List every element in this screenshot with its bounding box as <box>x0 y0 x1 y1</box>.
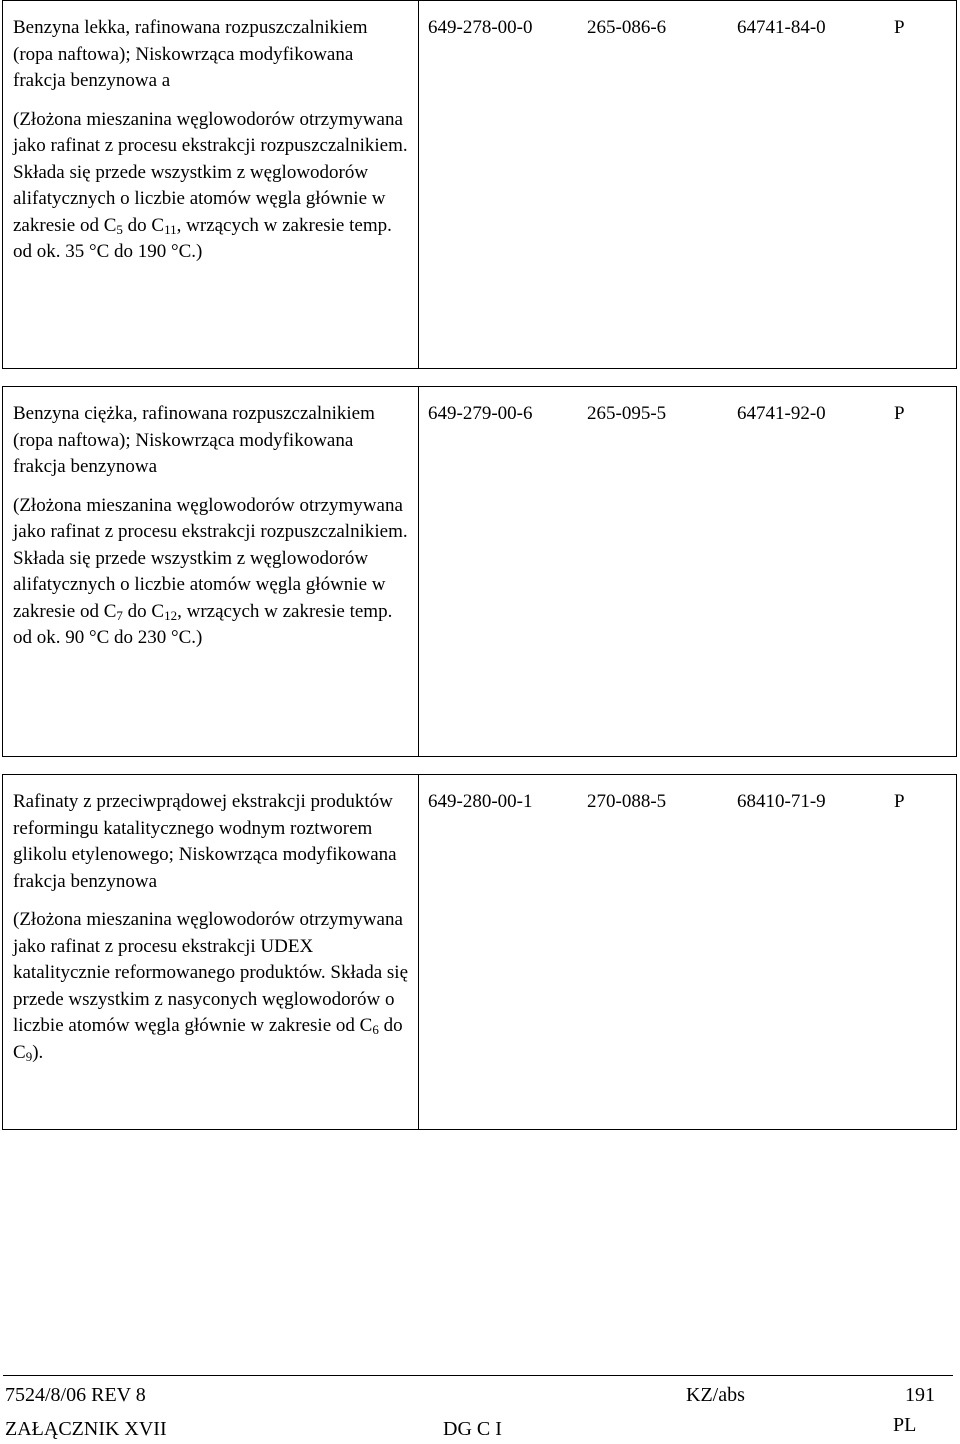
composition-text: (Złożona mieszanina węglowodorów otrzymywana jako rafinat z procesu ekstrakcji rozpuszczalnikiem. Składa się przede wszystkim z węglowodorów alifatycznych o liczbie atomów węgla głównie w zakresie od C <box>13 108 408 236</box>
substance-description-cell <box>3 1 419 369</box>
composition-text: do C <box>13 1015 403 1063</box>
substance-name: Rafinaty z przeciwprądowej ekstrakcji produktów reformingu katalitycznego wodnym roztworem glikolu etylenowego; Niskowrząca modyfikowana frakcja benzynowa <box>13 791 397 892</box>
carbon-subscript-max: 11 <box>164 221 177 237</box>
carbon-subscript-max: 12 <box>164 607 178 623</box>
composition-text: do C <box>122 214 165 236</box>
cas-number: 64741-92-0 <box>737 403 826 424</box>
carbon-subscript-min: 6 <box>372 1022 379 1037</box>
composition-text: , wrzących w zakresie temp. od ok. 35 °C do 190 °C.) <box>13 214 392 262</box>
composition-text: ). <box>32 1041 44 1063</box>
substance-composition-note <box>13 493 408 652</box>
identifiers-cell <box>419 775 957 1130</box>
ec-number: 265-095-5 <box>587 403 667 424</box>
substance-composition-note <box>13 107 408 266</box>
index-number: 649-280-00-1 <box>428 791 533 812</box>
index-number: 649-278-00-0 <box>428 17 533 38</box>
carbon-subscript-min: 7 <box>116 607 123 623</box>
substance-composition-note <box>13 907 408 1066</box>
language-code: PL <box>893 1414 917 1436</box>
directorate-label: DG C I <box>443 1418 502 1440</box>
identifiers-cell <box>419 1 957 369</box>
note-code: P <box>894 403 905 424</box>
identifiers-cell <box>419 387 957 757</box>
composition-text: , wrzących w zakresie temp. od ok. 90 °C do 230 °C.) <box>13 600 393 648</box>
composition-text: (Złożona mieszanina węglowodorów otrzymywana jako rafinat z procesu ekstrakcji rozpuszczalnikiem. Składa się przede wszystkim z węglowodorów alifatycznych o liczbie atomów węgla głównie w zakresie od C <box>13 494 408 622</box>
cas-number: 64741-84-0 <box>737 17 826 38</box>
carbon-subscript-max: 9 <box>25 1048 33 1064</box>
page-footer <box>0 1375 960 1444</box>
page-number: 191 <box>905 1384 935 1406</box>
substance-row <box>2 0 957 369</box>
note-code: P <box>894 17 905 38</box>
composition-text: (Złożona mieszanina węglowodorów otrzymywana jako rafinat z procesu ekstrakcji UDEX katalitycznie reformowanego produktów. Składa się przede wszystkim z nasyconych węglowodorów o liczbie atomów węgla głównie w zakresie od C <box>13 909 409 1036</box>
ec-number: 270-088-5 <box>587 791 667 812</box>
footer-divider <box>3 1375 953 1376</box>
substance-description-cell <box>3 775 419 1130</box>
substance-row <box>2 386 957 757</box>
composition-text: do C <box>122 600 165 622</box>
document-reference: 7524/8/06 REV 8 <box>5 1384 146 1406</box>
annex-label: ZAŁĄCZNIK XVII <box>5 1418 167 1440</box>
ec-number: 265-086-6 <box>587 17 667 38</box>
substance-name: Benzyna ciężka, rafinowana rozpuszczalnikiem (ropa naftowa); Niskowrząca modyfikowana frakcja benzynowa <box>13 403 375 477</box>
note-code: P <box>894 791 905 812</box>
substance-description-cell <box>3 387 419 757</box>
substance-name: Benzyna lekka, rafinowana rozpuszczalnikiem (ropa naftowa); Niskowrząca modyfikowana frakcja benzynowa a <box>13 17 368 91</box>
index-number: 649-279-00-6 <box>428 403 533 424</box>
substance-row <box>2 774 957 1130</box>
author-initials: KZ/abs <box>686 1384 745 1406</box>
carbon-subscript-min: 5 <box>116 221 123 237</box>
cas-number: 68410-71-9 <box>737 791 826 812</box>
